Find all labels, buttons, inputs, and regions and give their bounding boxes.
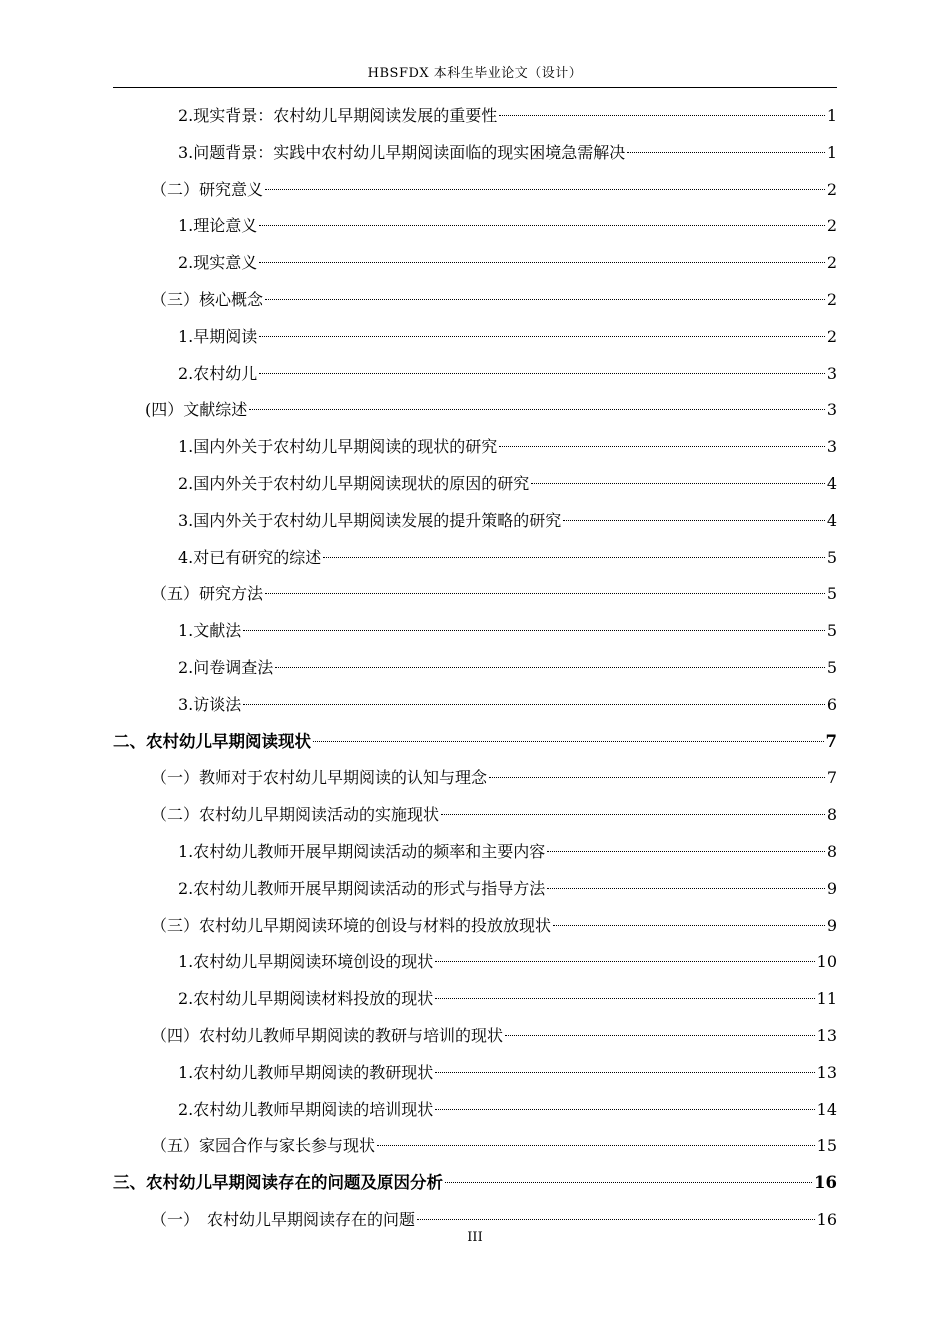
- toc-entry-title: （一）教师对于农村幼儿早期阅读的认知与理念: [151, 768, 488, 788]
- toc-entry-page: 5: [826, 621, 837, 641]
- toc-entry[interactable]: [113, 1092, 837, 1129]
- toc-entry-page: 13: [816, 1062, 837, 1082]
- toc-entry[interactable]: [113, 1055, 837, 1092]
- toc-entry[interactable]: [113, 981, 837, 1018]
- toc-dot-leader: [265, 299, 825, 300]
- toc-entry-title: 1.文献法: [178, 621, 242, 641]
- toc-dot-leader: [435, 1109, 814, 1110]
- toc-dot-leader: [547, 851, 825, 852]
- toc-entry[interactable]: [113, 245, 837, 282]
- toc-dot-leader: [313, 741, 824, 742]
- table-of-contents: [113, 98, 837, 1239]
- toc-entry-page: 16: [816, 1209, 837, 1229]
- toc-entry-title: 1.早期阅读: [178, 326, 258, 346]
- toc-entry[interactable]: [113, 871, 837, 908]
- toc-entry-page: 6: [826, 694, 837, 714]
- toc-entry[interactable]: [113, 834, 837, 871]
- toc-entry-title: 三、农村幼儿早期阅读存在的问题及原因分析: [113, 1173, 443, 1193]
- page-number: III: [467, 1230, 483, 1245]
- toc-entry[interactable]: [113, 944, 837, 981]
- toc-entry-title: 2.现实背景：农村幼儿早期阅读发展的重要性: [178, 106, 498, 125]
- toc-dot-leader: [435, 1072, 814, 1073]
- toc-dot-leader: [531, 483, 825, 484]
- toc-entry[interactable]: [113, 1018, 837, 1055]
- toc-entry[interactable]: [113, 540, 837, 577]
- toc-dot-leader: [259, 336, 825, 337]
- toc-entry-page: 16: [814, 1173, 837, 1193]
- toc-dot-leader: [499, 115, 825, 116]
- toc-entry[interactable]: [113, 760, 837, 797]
- toc-dot-leader: [243, 704, 825, 705]
- page-header: [113, 62, 837, 88]
- toc-entry[interactable]: [113, 650, 837, 687]
- toc-entry-page: 7: [825, 731, 837, 751]
- toc-dot-leader: [249, 409, 825, 410]
- toc-entry-page: 4: [826, 473, 837, 493]
- toc-entry-page: 3: [826, 437, 837, 457]
- toc-entry-page: 5: [826, 657, 837, 677]
- toc-entry-title: （五）研究方法: [151, 584, 264, 604]
- toc-entry[interactable]: [113, 1165, 837, 1202]
- toc-dot-leader: [445, 1182, 812, 1183]
- toc-dot-leader: [259, 262, 825, 263]
- toc-entry-page: 10: [816, 952, 837, 972]
- toc-dot-leader: [499, 446, 825, 447]
- toc-dot-leader: [553, 925, 825, 926]
- toc-entry-title: （四）农村幼儿教师早期阅读的教研与培训的现状: [151, 1025, 504, 1045]
- toc-entry-title: 1.农村幼儿早期阅读环境创设的现状: [178, 952, 434, 972]
- toc-entry[interactable]: [113, 503, 837, 540]
- toc-entry-page: 7: [826, 768, 837, 788]
- toc-entry-title: 2.农村幼儿早期阅读材料投放的现状: [178, 989, 434, 1009]
- toc-entry-page: 5: [826, 547, 837, 567]
- toc-entry-page: 13: [816, 1025, 837, 1045]
- toc-dot-leader: [547, 888, 825, 889]
- toc-entry-page: 14: [816, 1099, 837, 1119]
- toc-entry-title: （三）农村幼儿早期阅读环境的创设与材料的投放放现状: [151, 915, 552, 935]
- toc-entry[interactable]: [113, 356, 837, 393]
- toc-entry-title: （二）研究意义: [151, 179, 264, 199]
- page-footer: [0, 1230, 950, 1245]
- toc-entry[interactable]: [113, 576, 837, 613]
- toc-entry[interactable]: [113, 135, 837, 172]
- toc-entry-page: 3: [826, 400, 837, 420]
- toc-entry[interactable]: [113, 392, 837, 429]
- toc-entry-page: 11: [816, 989, 837, 1009]
- toc-entry-title: 3.国内外关于农村幼儿早期阅读发展的提升策略的研究: [178, 510, 562, 530]
- toc-dot-leader: [259, 373, 825, 374]
- toc-dot-leader: [377, 1145, 815, 1146]
- toc-entry[interactable]: [113, 797, 837, 834]
- toc-entry-title: 2.农村幼儿教师早期阅读的培训现状: [178, 1099, 434, 1119]
- header-title: HBSFDX 本科生毕业论文（设计）: [367, 66, 583, 81]
- toc-entry[interactable]: [113, 466, 837, 503]
- toc-entry[interactable]: [113, 724, 837, 761]
- toc-entry-title: （五）家园合作与家长参与现状: [151, 1136, 376, 1156]
- toc-dot-leader: [265, 593, 825, 594]
- toc-entry-title: 4.对已有研究的综述: [178, 547, 322, 567]
- toc-entry-title: (四）文献综述: [145, 400, 248, 420]
- toc-entry-page: 2: [826, 216, 837, 236]
- toc-entry-page: 4: [826, 510, 837, 530]
- toc-entry-title: 二、农村幼儿早期阅读现状: [113, 731, 311, 751]
- toc-entry-page: 5: [826, 584, 837, 604]
- toc-entry-title: 2.农村幼儿: [178, 363, 258, 383]
- toc-entry-page: 9: [826, 915, 837, 935]
- toc-entry-title: 2.农村幼儿教师开展早期阅读活动的形式与指导方法: [178, 878, 546, 898]
- toc-entry-page: 2: [826, 326, 837, 346]
- toc-entry-title: 1.农村幼儿教师早期阅读的教研现状: [178, 1062, 434, 1082]
- toc-dot-leader: [243, 630, 825, 631]
- toc-entry-page: 3: [826, 363, 837, 383]
- toc-entry-page: 1: [826, 142, 837, 162]
- toc-entry-page: 2: [826, 253, 837, 273]
- toc-entry[interactable]: [113, 687, 837, 724]
- toc-entry-title: 1.理论意义: [178, 216, 258, 236]
- toc-dot-leader: [435, 998, 814, 999]
- toc-entry[interactable]: [113, 429, 837, 466]
- toc-entry[interactable]: [113, 908, 837, 945]
- toc-entry-title: （一） 农村幼儿早期阅读存在的问题: [151, 1209, 416, 1229]
- toc-entry-page: 2: [826, 179, 837, 199]
- toc-entry-page: 8: [826, 841, 837, 861]
- toc-dot-leader: [417, 1219, 815, 1220]
- toc-dot-leader: [323, 557, 825, 558]
- toc-dot-leader: [627, 152, 825, 153]
- toc-entry-title: 1.农村幼儿教师开展早期阅读活动的频率和主要内容: [178, 841, 546, 861]
- toc-dot-leader: [259, 225, 825, 226]
- toc-entry-page: 8: [826, 805, 837, 825]
- toc-dot-leader: [435, 961, 814, 962]
- toc-entry-title: 2.国内外关于农村幼儿早期阅读现状的原因的研究: [178, 473, 530, 493]
- toc-dot-leader: [505, 1035, 815, 1036]
- toc-dot-leader: [441, 814, 825, 815]
- toc-entry-title: 2.问卷调查法: [178, 657, 274, 677]
- toc-entry-title: 3.访谈法: [178, 694, 242, 714]
- toc-dot-leader: [489, 777, 825, 778]
- toc-entry-page: 1: [826, 106, 837, 125]
- toc-entry[interactable]: [113, 613, 837, 650]
- toc-entry[interactable]: [113, 1128, 837, 1165]
- toc-entry[interactable]: [113, 208, 837, 245]
- toc-entry-page: 9: [826, 878, 837, 898]
- toc-entry-title: 3.问题背景：实践中农村幼儿早期阅读面临的现实困境急需解决: [178, 142, 626, 162]
- toc-dot-leader: [265, 189, 825, 190]
- toc-entry-title: （三）核心概念: [151, 289, 264, 309]
- toc-entry[interactable]: [113, 98, 837, 135]
- toc-entry-title: （二）农村幼儿早期阅读活动的实施现状: [151, 805, 440, 825]
- toc-entry[interactable]: [113, 319, 837, 356]
- toc-entry-title: 1.国内外关于农村幼儿早期阅读的现状的研究: [178, 437, 498, 457]
- toc-entry[interactable]: [113, 172, 837, 209]
- toc-entry-page: 2: [826, 289, 837, 309]
- toc-entry-page: 15: [816, 1136, 837, 1156]
- toc-entry[interactable]: [113, 282, 837, 319]
- toc-dot-leader: [275, 667, 825, 668]
- toc-entry-title: 2.现实意义: [178, 253, 258, 273]
- toc-dot-leader: [563, 520, 825, 521]
